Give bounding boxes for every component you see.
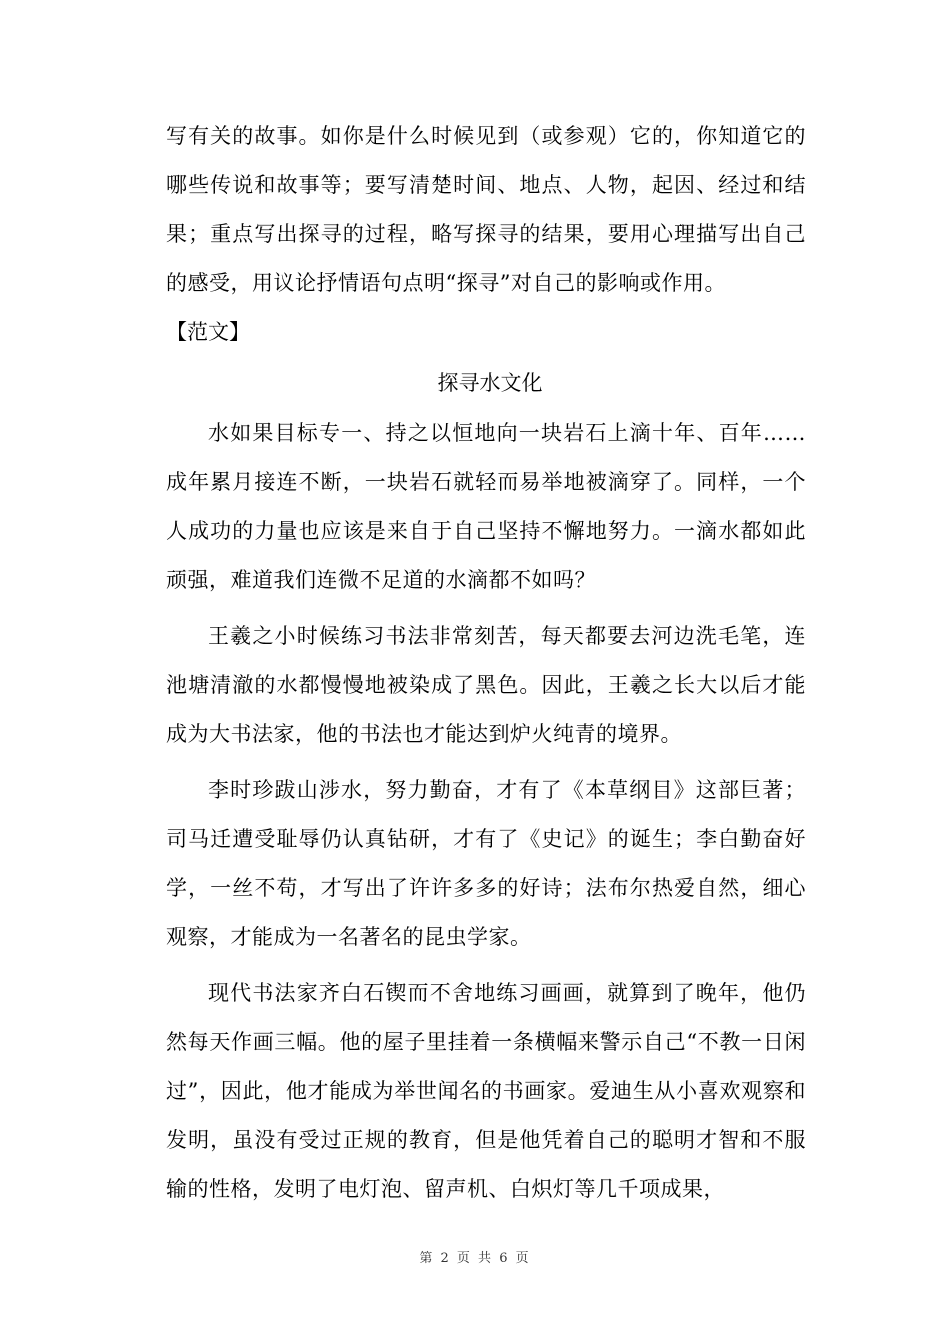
section-label: 【范文】: [166, 320, 250, 344]
intro-paragraph: 写有关的故事。如你是什么时候见到（或参观）它的，你知道它的哪些传说和故事等；要写清楚时间、地点、人物，起因、经过和结果；重点写出探寻的过程，略写探寻的结果，要用心理描写出自己的感受，用议论抒情语句点明“探寻”对自己的影响或作用。: [166, 124, 806, 295]
essay-paragraph: 水如果目标专一、持之以恒地向一块岩石上滴十年、百年……成年累月接连不断，一块岩石就轻而易举地被滴穿了。同样，一个人成功的力量也应该是来自于自己坚持不懈地努力。一滴水都如此顽强，难道我们连微不足道的水滴都不如吗？: [166, 421, 806, 592]
essay-paragraph: 现代书法家齐白石锲而不舍地练习画画，就算到了晚年，他仍然每天作画三幅。他的屋子里挂着一条横幅来警示自己“不教一日闲过”，因此，他才能成为举世闻名的书画家。爱迪生从小喜欢观察和发明，虽没有受过正规的教育，但是他凭着自己的聪明才智和不服输的性格，发明了电灯泡、留声机、白炽灯等几千项成果，: [166, 981, 806, 1201]
page-number-footer: 第 2 页 共 6 页: [419, 1251, 531, 1266]
essay-title: 探寻水文化: [437, 371, 543, 395]
page-content: [166, 112, 806, 1214]
essay-paragraph: 王羲之小时候练习书法非常刻苦，每天都要去河边洗毛笔，连池塘清澈的水都慢慢地被染成了黑色。因此，王羲之长大以后才能成为大书法家，他的书法也才能达到炉火纯青的境界。: [166, 624, 806, 746]
essay-paragraph: 李时珍跋山涉水，努力勤奋，才有了《本草纲目》这部巨著；司马迁遭受耻辱仍认真钻研，才有了《史记》的诞生；李白勤奋好学，一丝不苟，才写出了许许多多的好诗；法布尔热爱自然，细心观察，才能成为一名著名的昆虫学家。: [166, 778, 806, 949]
